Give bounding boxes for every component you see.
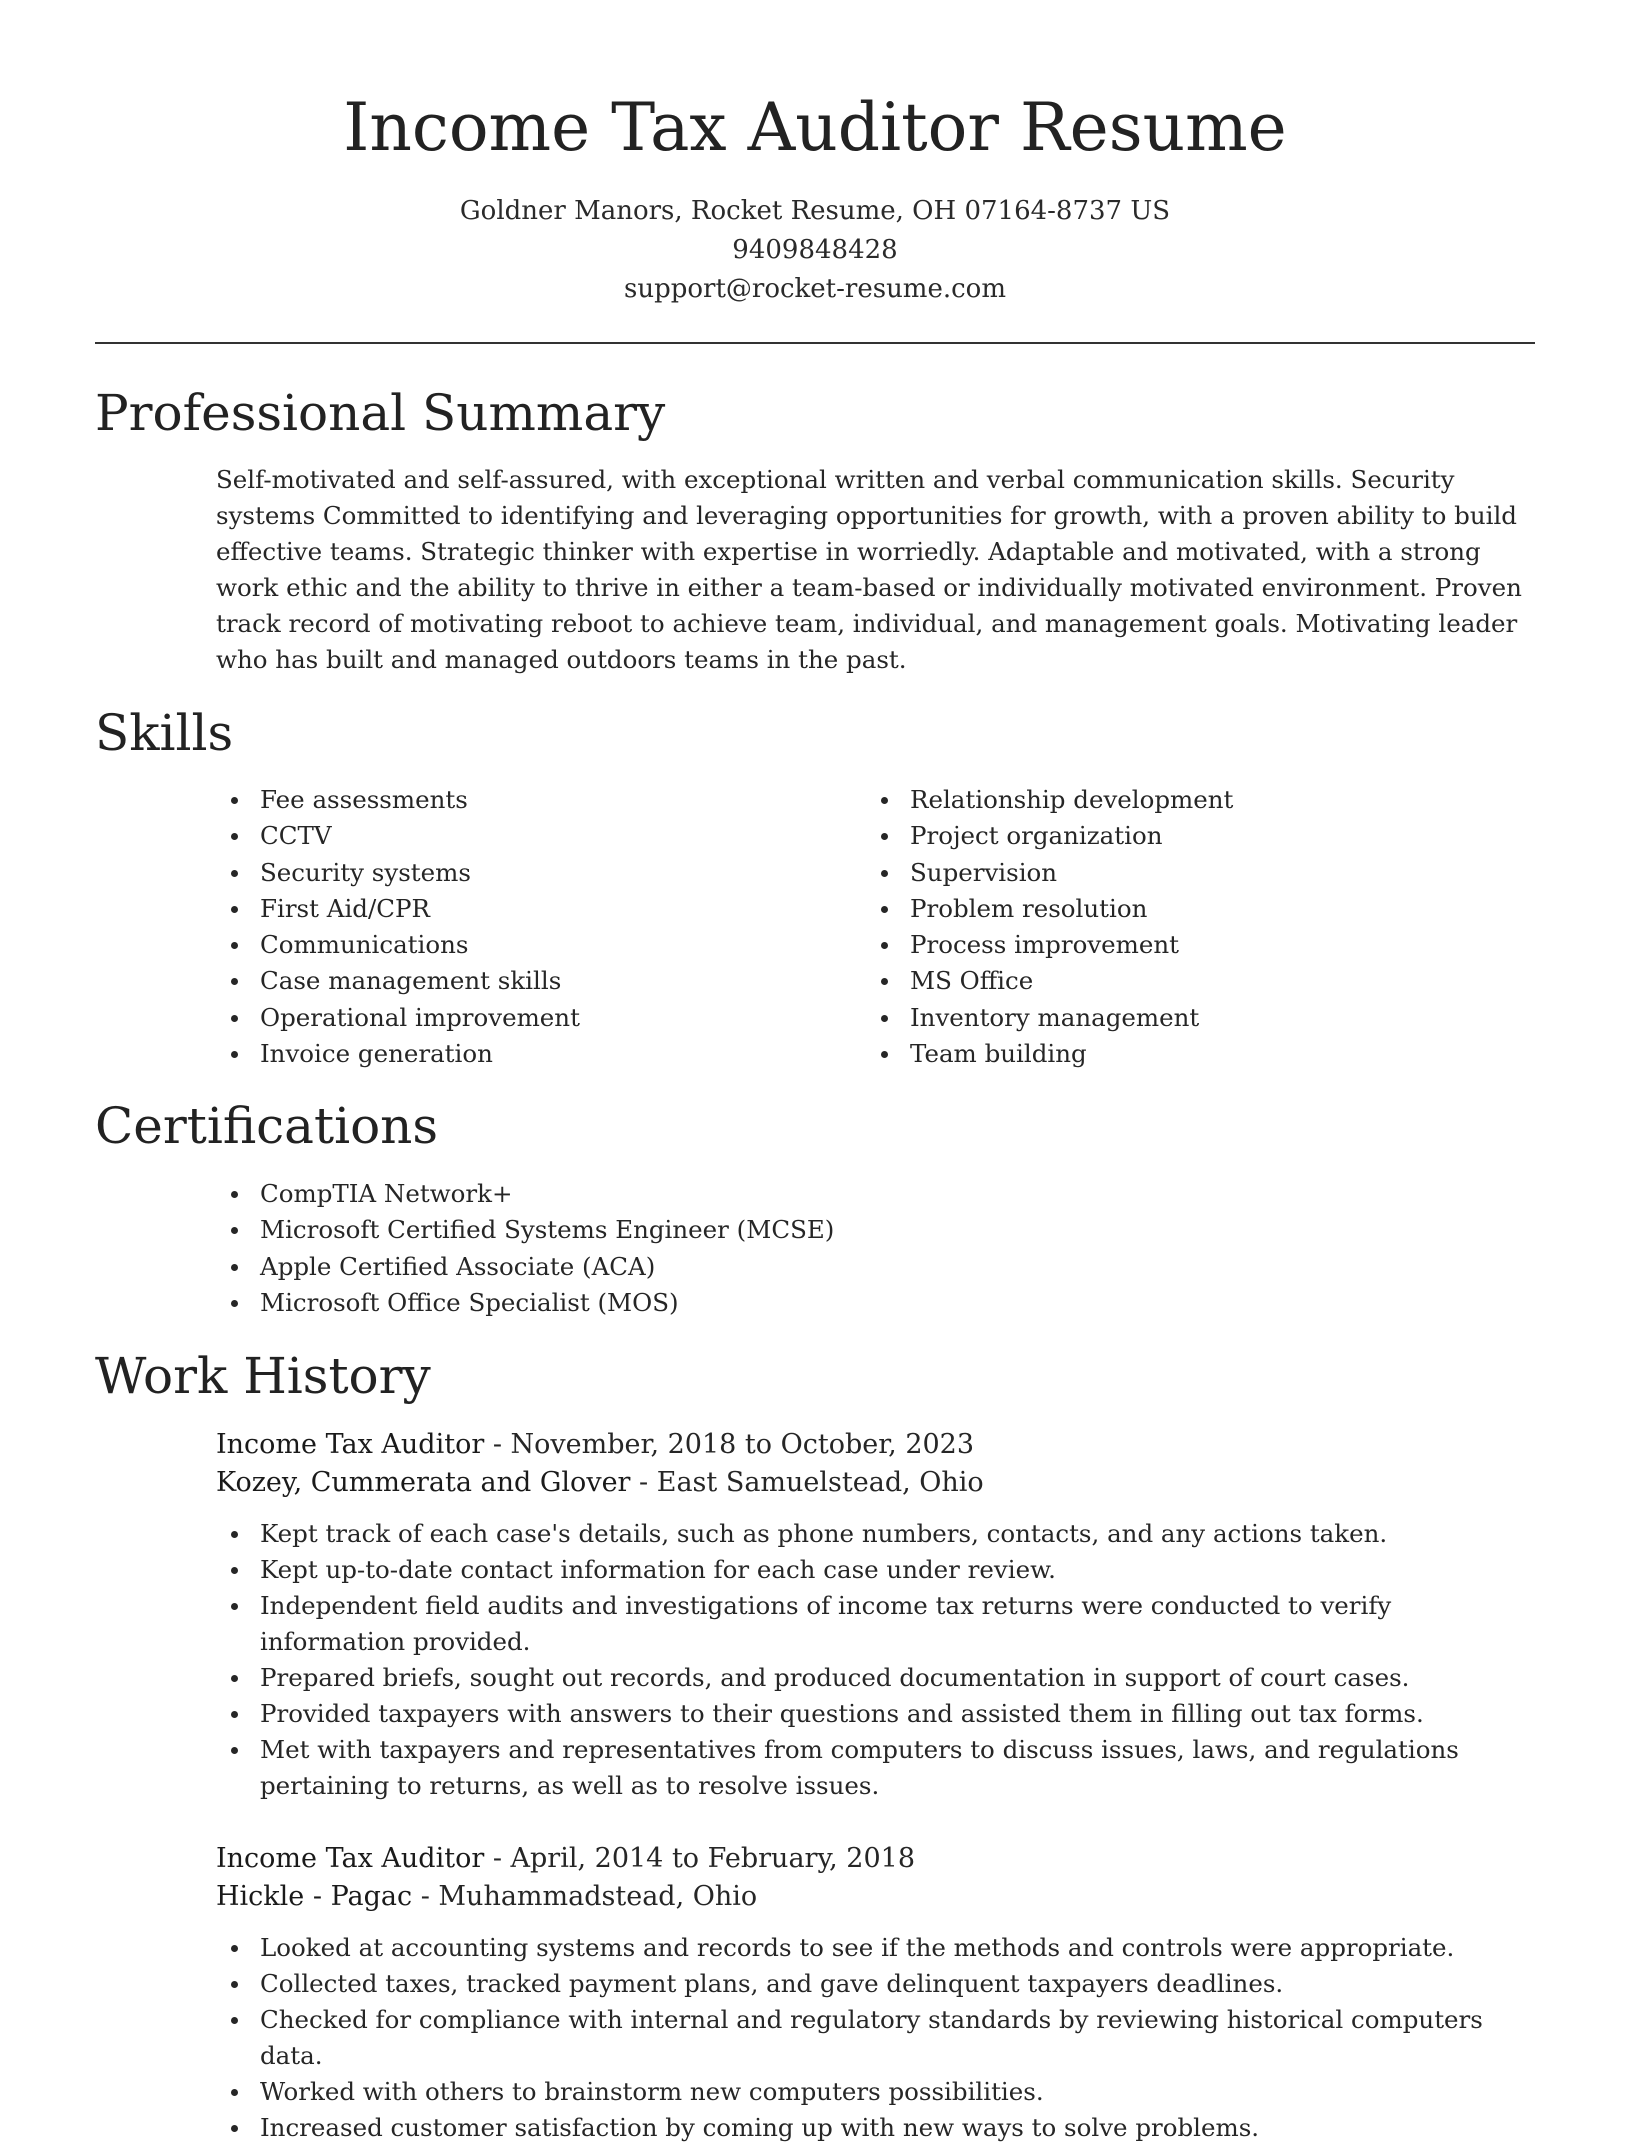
list-item: Supervision	[866, 855, 1486, 891]
header-divider	[95, 342, 1535, 344]
list-item: CompTIA Network+	[216, 1176, 1536, 1212]
list-item: Communications	[216, 927, 836, 963]
job-title-line	[216, 1426, 1536, 1464]
list-item: Problem resolution	[866, 891, 1486, 927]
list-item: Security systems	[216, 855, 836, 891]
job-dates: - November, 2018 to October, 2023	[484, 1429, 975, 1460]
summary-text: Self-motivated and self-assured, with exceptional written and verbal communication skills. Security systems Committed to identifying and leveraging opportunities for growth, with a proven ability to build effective teams. Strategic thinker with expertise in worriedly. Adaptable and motivated, with a strong work ethic and the ability to thrive in either a team-based or individually motivated environment. Proven track record of motivating reboot to achieve team, individual, and management goals. Motivating leader who has built and managed outdoors teams in the past.	[216, 465, 1522, 674]
list-item: Invoice generation	[216, 1036, 836, 1072]
list-item: Apple Certified Associate (ACA)	[216, 1249, 1536, 1285]
list-item: Kept up-to-date contact information for each case under review.	[216, 1552, 1536, 1588]
skills-heading: Skills	[95, 704, 234, 762]
list-item: MS Office	[866, 963, 1486, 999]
list-item: Project organization	[866, 818, 1486, 854]
skills-list-right	[866, 782, 1486, 1072]
list-item: Microsoft Office Specialist (MOS)	[216, 1285, 1536, 1321]
list-item: Provided taxpayers with answers to their questions and assisted them in filling out tax forms.	[216, 1696, 1536, 1732]
list-item: Checked for compliance with internal and regulatory standards by reviewing historical computers data.	[216, 2002, 1536, 2074]
job-company: Kozey, Cummerata and Glover	[216, 1467, 631, 1498]
list-item: Inventory management	[866, 1000, 1486, 1036]
certifications-heading: Certifications	[95, 1097, 439, 1155]
list-item: Operational improvement	[216, 1000, 836, 1036]
job-title: Income Tax Auditor	[216, 1429, 485, 1460]
list-item: Case management skills	[216, 963, 836, 999]
list-item: Relationship development	[866, 782, 1486, 818]
list-item: Fee assessments	[216, 782, 836, 818]
list-item: Collected taxes, tracked payment plans, and gave delinquent taxpayers deadlines.	[216, 1966, 1536, 2002]
job-entry	[216, 1840, 1536, 2146]
list-item: Process improvement	[866, 927, 1486, 963]
list-item: First Aid/CPR	[216, 891, 836, 927]
list-item: CCTV	[216, 818, 836, 854]
list-item: Worked with others to brainstorm new computers possibilities.	[216, 2074, 1536, 2110]
job-company-line	[216, 1878, 1536, 1916]
list-item: Independent field audits and investigations of income tax returns were conducted to verify information provided.	[216, 1588, 1536, 1660]
list-item: Kept track of each case's details, such as phone numbers, contacts, and any actions taken.	[216, 1516, 1536, 1552]
email: support@rocket-resume.com	[623, 274, 1006, 304]
certifications-list	[216, 1176, 1536, 1321]
phone: 9409848428	[732, 235, 898, 265]
skills-list-left	[216, 782, 836, 1072]
job-company-line	[216, 1464, 1536, 1502]
job-duties-list	[216, 1516, 1536, 1804]
job-entry	[216, 1426, 1536, 1804]
job-location: - Muhammadstead, Ohio	[412, 1881, 758, 1912]
summary-heading: Professional Summary	[95, 384, 666, 442]
list-item: Team building	[866, 1036, 1486, 1072]
list-item: Met with taxpayers and representatives from computers to discuss issues, laws, and regulations pertaining to returns, as well as to resolve issues.	[216, 1732, 1536, 1804]
list-item: Looked at accounting systems and records to see if the methods and controls were appropriate.	[216, 1930, 1536, 1966]
job-title: Income Tax Auditor	[216, 1843, 485, 1874]
contact-block	[95, 192, 1535, 309]
list-item: Prepared briefs, sought out records, and produced documentation in support of court cases.	[216, 1660, 1536, 1696]
job-title-line	[216, 1840, 1536, 1878]
job-company: Hickle - Pagac	[216, 1881, 413, 1912]
address: Goldner Manors, Rocket Resume, OH 07164-8737 US	[459, 196, 1171, 226]
job-location: - East Samuelstead, Ohio	[630, 1467, 984, 1498]
work-history-heading: Work History	[95, 1347, 431, 1405]
list-item: Increased customer satisfaction by coming up with new ways to solve problems.	[216, 2110, 1536, 2146]
list-item: Microsoft Certified Systems Engineer (MCSE)	[216, 1212, 1536, 1248]
resume-title: Income Tax Auditor Resume	[343, 89, 1287, 166]
job-duties-list	[216, 1930, 1536, 2146]
job-dates: - April, 2014 to February, 2018	[484, 1843, 915, 1874]
